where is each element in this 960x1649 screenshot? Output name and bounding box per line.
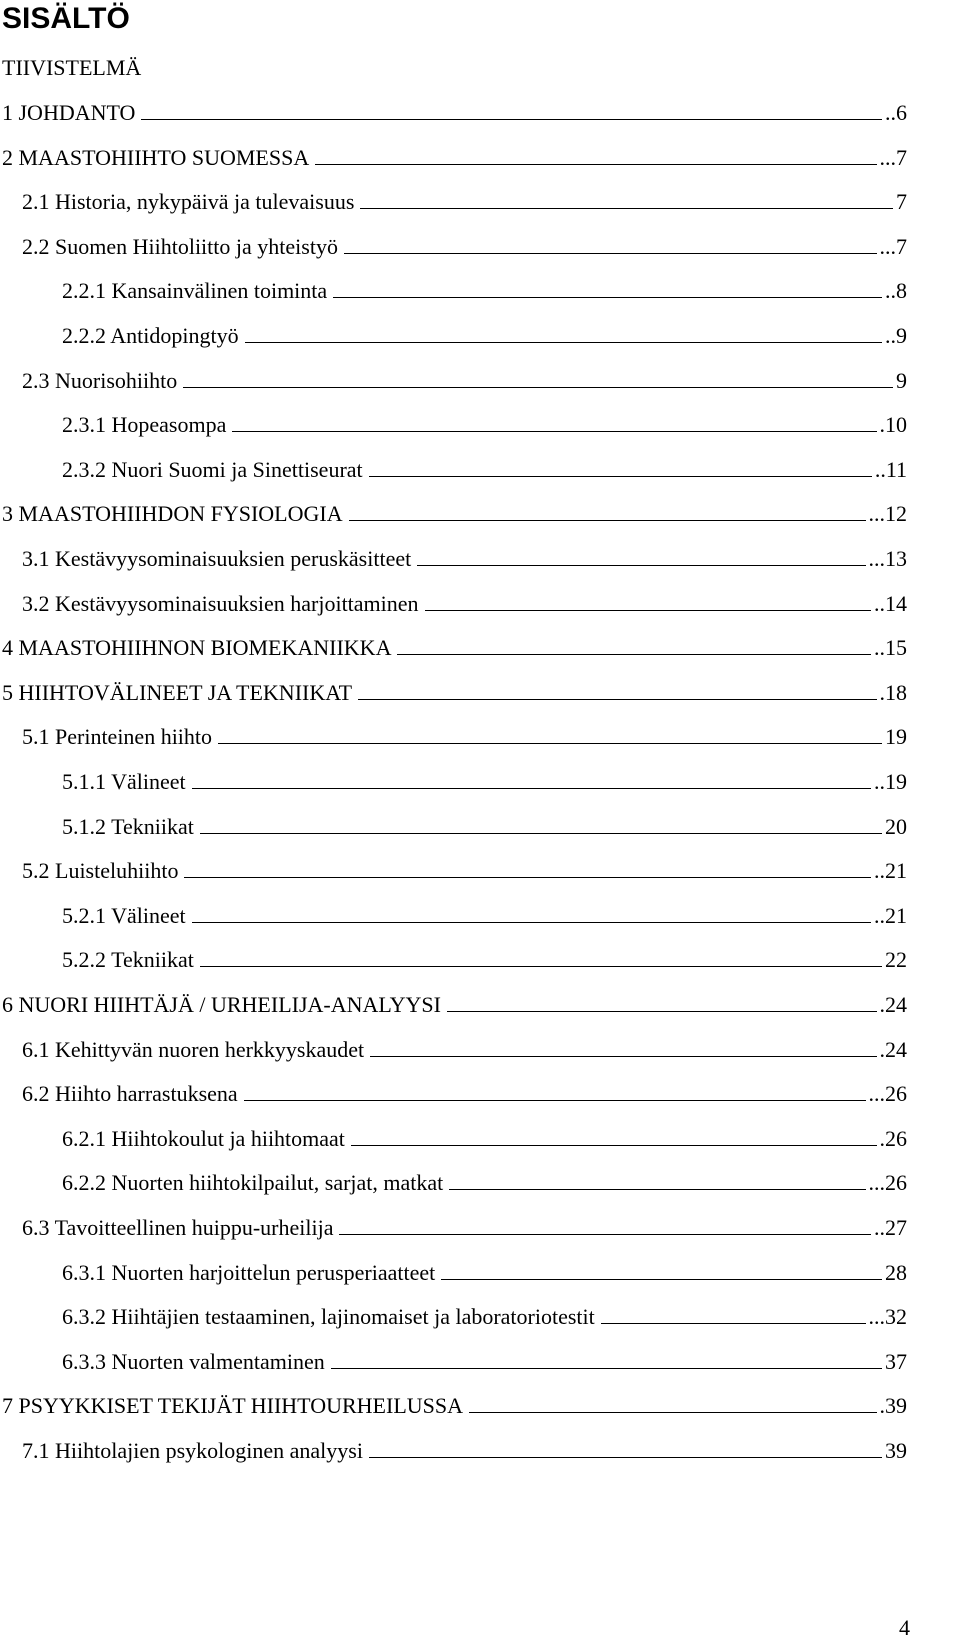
page-title: SISÄLTÖ [2,2,130,35]
toc-entry[interactable] [62,276,907,306]
toc-leader-line [192,922,871,923]
toc-entry-title: 7.1 Hiihtolajien psykologinen analyysi [22,1438,363,1463]
toc-entry-title: 6.3 Tavoitteellinen huippu-urheilija [22,1215,334,1240]
toc-entry-title: 2.2 Suomen Hiihtoliitto ja yhteistyö [22,234,338,259]
toc-entry-page: .24 [879,992,907,1017]
toc-entry-title: 5.2.2 Tekniikat [62,947,194,972]
toc-entry-page: .10 [879,412,907,437]
toc-entry-page: 39 [885,1438,907,1463]
toc-entry[interactable] [22,232,907,262]
toc-leader-line [184,877,871,878]
page-number: 4 [899,1615,910,1640]
toc-leader-line [449,1189,865,1190]
toc-entry-title: 2.3.1 Hopeasompa [62,412,227,437]
toc-entry[interactable] [2,990,907,1020]
toc-entry-page: ...26 [868,1170,907,1195]
toc-leader-line [425,610,871,611]
toc-entry[interactable] [62,321,907,351]
toc-entry-page: ..15 [874,635,907,660]
toc-leader-line [447,1011,877,1012]
toc-leader-line [469,1412,876,1413]
toc-entry[interactable] [2,633,907,663]
toc-entry-page: .39 [879,1393,907,1418]
toc-entry-page: 9 [896,368,907,393]
toc-entry-page: ..6 [885,100,907,125]
toc-entry[interactable] [2,98,907,128]
toc-entry-page: ...26 [868,1081,907,1106]
toc-leader-line [333,297,882,298]
toc-entry-title: 2.2.2 Antidopingtyö [62,323,239,348]
toc-entry[interactable] [2,678,907,708]
toc-leader-line [351,1145,877,1146]
toc-leader-line [200,833,882,834]
toc-entry[interactable] [62,1168,907,1198]
toc-entry-title: 2.1 Historia, nykypäivä ja tulevaisuus [22,189,355,214]
toc-leader-line [200,966,882,967]
toc-entry-page: ..9 [885,323,907,348]
toc-entry-page: .26 [879,1126,907,1151]
toc-entry[interactable] [62,1347,907,1377]
toc-leader-line [344,253,877,254]
toc-leader-line [358,699,876,700]
toc-leader-line [244,1100,866,1101]
toc-entry[interactable] [2,143,907,173]
toc-entry-title: 1 JOHDANTO [2,100,136,125]
toc-entry-title: 5.1 Perinteinen hiihto [22,724,213,749]
toc-entry[interactable] [2,499,907,529]
toc-entry-page: 22 [885,947,907,972]
toc-entry-page: ..21 [874,858,907,883]
toc-leader-line [601,1323,866,1324]
toc-entry-page: ...7 [879,145,907,170]
toc-leader-line [315,164,876,165]
toc-entry-page: 19 [885,724,907,749]
toc-entry[interactable] [62,901,907,931]
toc-entry-title: 3.1 Kestävyysominaisuuksien peruskäsitteet [22,546,412,571]
toc-entry[interactable] [22,589,907,619]
toc-entry-page: ...12 [868,501,907,526]
toc-entry[interactable] [22,187,907,217]
toc-entry-title: 6.3.1 Nuorten harjoittelun perusperiaatteet [62,1260,436,1285]
toc-entry-page: ..11 [874,457,907,482]
toc-leader-line [339,1234,871,1235]
toc-leader-line [331,1368,882,1369]
toc-leader-line [218,743,882,744]
toc-entry-title: 4 MAASTOHIIHNON BIOMEKANIIKKA [2,635,392,660]
toc-entry-page: 20 [885,814,907,839]
toc-entry[interactable] [22,1035,907,1065]
toc-entry-page: ..19 [874,769,907,794]
toc-entry-page: ...7 [879,234,907,259]
toc-entry-page: ...13 [868,546,907,571]
toc-leader-line [183,387,893,388]
toc-entry[interactable] [22,1079,907,1109]
toc-entry-title: 5 HIIHTOVÄLINEET JA TEKNIIKAT [2,680,353,705]
toc-entry[interactable] [62,455,907,485]
toc-entry[interactable] [62,1258,907,1288]
toc-leader-line [360,208,893,209]
toc-leader-line [417,565,865,566]
toc-entry-title: 6.1 Kehittyvän nuoren herkkyyskaudet [22,1037,365,1062]
toc-leader-line [441,1279,882,1280]
toc-entry-title: 7 PSYYKKISET TEKIJÄT HIIHTOURHEILUSSA [2,1393,464,1418]
toc-entry-title: 6 NUORI HIIHTÄJÄ / URHEILIJA-ANALYYSI [2,992,441,1017]
toc-entry-title: 3 MAASTOHIIHDON FYSIOLOGIA [2,501,343,526]
toc-leader-line [370,1056,876,1057]
toc-entry-page: 37 [885,1349,907,1374]
toc-entry-title: 2.3 Nuorisohiihto [22,368,178,393]
toc-entry-title: 5.1.2 Tekniikat [62,814,194,839]
toc-entry-title: 6.2.1 Hiihtokoulut ja hiihtomaat [62,1126,345,1151]
toc-entry[interactable] [62,410,907,440]
toc-entry-page: ...32 [868,1304,907,1329]
toc-entry-page: 7 [896,189,907,214]
toc-entry-page: ..27 [874,1215,907,1240]
toc-entry-title: 6.3.2 Hiihtäjien testaaminen, lajinomaiset ja laboratoriotestit [62,1304,595,1329]
toc-entry[interactable] [22,544,907,574]
toc-entry[interactable] [22,856,907,886]
toc-leader-line [141,119,882,120]
toc-entry[interactable] [62,1302,907,1332]
toc-entry-title: 6.2 Hiihto harrastuksena [22,1081,238,1106]
toc-entry-title: 2.3.2 Nuori Suomi ja Sinettiseurat [62,457,363,482]
toc-entry-title: 5.2.1 Välineet [62,903,186,928]
toc-leader-line [397,654,871,655]
toc-leader-line [232,431,876,432]
toc-entry[interactable] [62,812,907,842]
toc-entry-title: 2 MAASTOHIIHTO SUOMESSA [2,145,310,170]
toc-entry-title: 3.2 Kestävyysominaisuuksien harjoittaminen [22,591,419,616]
toc-entry-page: ..14 [874,591,907,616]
toc-entry-title: 5.2 Luisteluhiihto [22,858,179,883]
toc-entry[interactable] [62,767,907,797]
toc-entry-page: 28 [885,1260,907,1285]
toc-entry-title: 6.3.3 Nuorten valmentaminen [62,1349,325,1374]
toc-leader-line [349,520,866,521]
toc-entry-page: .18 [879,680,907,705]
toc-leader-line [369,476,872,477]
toc-leader-line [369,1457,882,1458]
toc-entry[interactable] [62,945,907,975]
toc-entry-page: .24 [879,1037,907,1062]
toc-entry-page: ..21 [874,903,907,928]
toc-leader-line [245,342,882,343]
toc-entry-title: 6.2.2 Nuorten hiihtokilpailut, sarjat, matkat [62,1170,444,1195]
toc-entry[interactable] [22,722,907,752]
toc-entry[interactable] [62,1124,907,1154]
toc-entry[interactable] [22,366,907,396]
toc-entry[interactable] [22,1436,907,1466]
abstract-link[interactable]: TIIVISTELMÄ [2,55,142,80]
toc-entry-title: 2.2.1 Kansainvälinen toiminta [62,278,328,303]
toc-entry[interactable] [2,1391,907,1421]
toc-entry[interactable] [22,1213,907,1243]
toc-leader-line [192,788,871,789]
toc-entry-page: ..8 [885,278,907,303]
toc-entry-title: 5.1.1 Välineet [62,769,186,794]
